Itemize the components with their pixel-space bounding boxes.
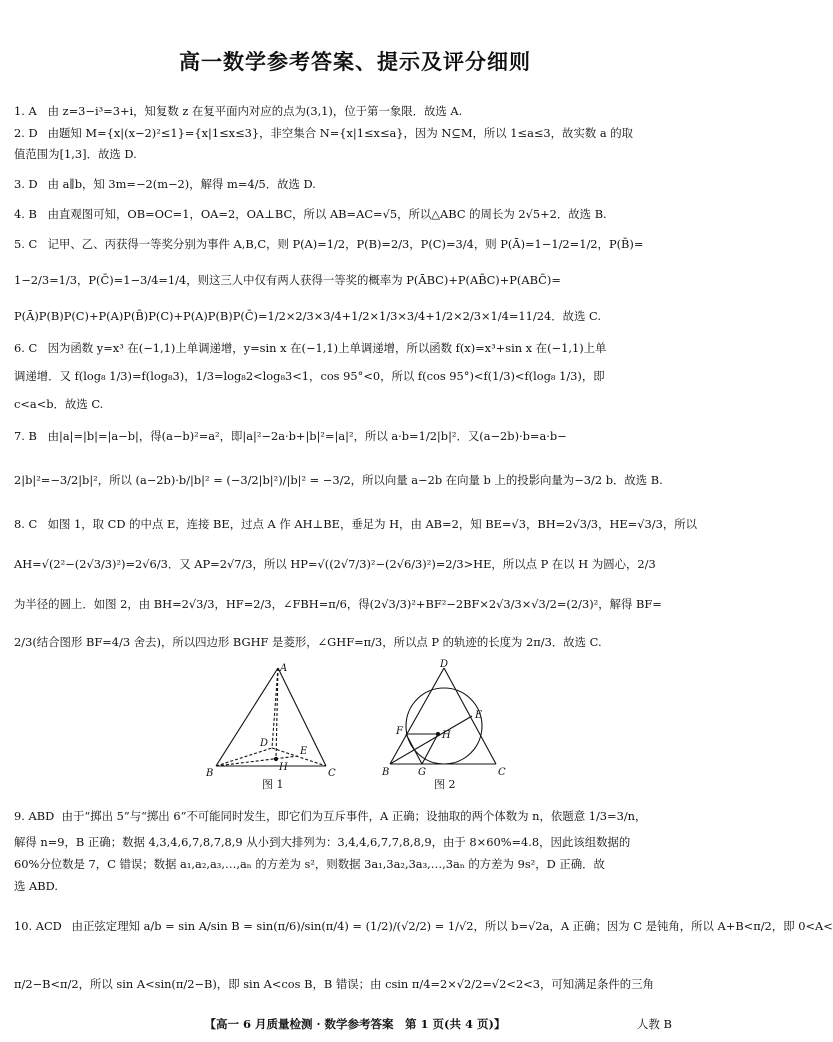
answer-text: 由 a∥b，知 3m=−2(m−2)，解得 m=4/5．故选 D. <box>47 177 316 191</box>
label-h: H <box>442 730 451 741</box>
answer-number: 4. B <box>14 207 37 221</box>
answer-10-line-2: π/2−B<π/2，所以 sin A<sin(π/2−B)，即 sin A<cos B，B 错误；由 csin π/4=2×√2/2=√2<2<3，可知满足条件的三角 <box>14 977 654 991</box>
answer-6-line-3: c<a<b．故选 C. <box>14 397 104 411</box>
answer-text: 由于“掷出 5”与“掷出 6”不可能同时发生，即它们为互斥事件，A 正确；设抽取的两个体数为 n，依题意 1/3=3/n， <box>61 809 647 823</box>
answer-text: 如图 1，取 CD 的中点 E，连接 BE，过点 A 作 AH⊥BE，垂足为 H，由 AB=2，知 BE=√3，BH=2√3/3，HE=√3/3，所以 <box>47 517 698 531</box>
footer-page-info: 【高一 6 月质量检测 · 数学参考答案 第 1 页(共 4 页)】 <box>204 1017 506 1031</box>
answer-7-line-2: 2|b|²=−3/2|b|²，所以 (a−2b)·b/|b|² = (−3/2|b|²)/|b|² = −3/2，所以向量 a−2b 在向量 b 上的投影向量为−3/2 b．故选 B. <box>14 473 663 487</box>
answer-5-line-2: 1−2/3=1/3，P(C̄)=1−3/4=1/4，则这三人中仅有两人获得一等奖的概率为 P(ĀBC)+P(AB̄C)+P(ABC̄)= <box>14 273 561 287</box>
answer-2-line-2: 值范围为[1,3]．故选 D. <box>14 147 137 161</box>
answer-text: 由|a|=|b|=|a−b|，得(a−b)²=a²，即|a|²−2a·b+|b|²=|a|²，所以 a·b=1/2|b|²．又(a−2b)·b=a·b− <box>47 429 567 443</box>
side-dc <box>444 668 496 764</box>
answer-2 <box>14 125 698 141</box>
answer-1 <box>14 103 698 119</box>
figure-1-caption: 图 1 <box>262 778 284 791</box>
circle <box>406 688 482 764</box>
label-g: G <box>418 767 426 778</box>
answer-text: 由题知 M={x|(x−2)²≤1}={x|1≤x≤3}，非空集合 N={x|1≤x≤a}，因为 N⊆M，所以 1≤a≤3，故实数 a 的取 <box>47 126 634 140</box>
answer-text: 因为函数 y=x³ 在(−1,1)上单调递增，y=sin x 在(−1,1)上单调递增，所以函数 f(x)=x³+sin x 在(−1,1)上单 <box>47 341 607 355</box>
label-f: F <box>396 726 403 737</box>
edge-ab <box>216 668 278 766</box>
answer-8-line-2: AH=√(2²−(2√3/3)²)=2√6/3．又 AP=2√7/3，所以 HP=√((2√7/3)²−(2√6/3)²)=2/3>HE，所以点 P 在以 H 为圆心，2/3 <box>14 557 656 571</box>
label-d: D <box>260 738 269 749</box>
page-title: 高一数学参考答案、提示及评分细则 <box>179 50 531 74</box>
answer-4 <box>14 206 698 222</box>
label-h: H <box>279 762 288 773</box>
answer-10 <box>14 918 833 934</box>
segment-ah <box>276 668 278 759</box>
answer-number: 1. A <box>14 104 37 118</box>
answer-number: 7. B <box>14 429 37 443</box>
label-c: C <box>328 768 336 779</box>
side-db <box>390 668 444 764</box>
label-c: C <box>498 767 506 778</box>
answer-number: 9. ABD <box>14 809 55 823</box>
answer-text: 由正弦定理知 a/b = sin A/sin B = sin(π/6)/sin(π/4) = (1/2)/(√2/2) = 1/√2，所以 b=√2a，A 正确；因为 C 是钝角，所以 A+B<π/2，即 0<A< <box>71 919 833 933</box>
label-b: B <box>206 768 214 779</box>
answer-9-line-3: 60%分位数是 7，C 错误；数据 a₁,a₂,a₃,…,aₙ 的方差为 s²，则数据 3a₁,3a₂,3a₃,…,3aₙ 的方差为 9s²，D 正确．故 <box>14 857 605 871</box>
answer-7 <box>14 428 698 444</box>
answer-9-line-4: 选 ABD. <box>14 879 58 893</box>
point-h <box>436 732 439 735</box>
answer-5-line-3: P(Ā)P(B)P(C)+P(A)P(B̄)P(C)+P(A)P(B)P(C̄)=1/2×2/3×3/4+1/2×1/3×3/4+1/2×2/3×1/4=11/24．故选 C. <box>14 309 601 323</box>
answer-number: 8. C <box>14 517 38 531</box>
edge-bd <box>216 748 272 766</box>
answer-8-line-4: 2/3(结合图形 BF=4/3 舍去)，所以四边形 BGHF 是菱形，∠GHF=π/3，所以点 P 的轨迹的长度为 2π/3．故选 C. <box>14 635 602 649</box>
footer-edition: 人教 B <box>636 1017 672 1031</box>
figure-2-caption: 图 2 <box>434 778 456 791</box>
answer-text: 记甲、乙、丙获得一等奖分别为事件 A,B,C，则 P(A)=1/2，P(B)=2/3，P(C)=3/4，则 P(Ā)=1−1/2=1/2，P(B̄)= <box>47 237 644 251</box>
answer-8 <box>14 516 698 532</box>
figure-2-triangle-circle <box>378 660 510 782</box>
label-d: D <box>440 659 449 670</box>
answer-6 <box>14 340 698 356</box>
answer-text: 由直观图可知，OB=OC=1，OA=2，OA⊥BC，所以 AB=AC=√5，所以△ABC 的周长为 2√5+2．故选 B. <box>47 207 607 221</box>
answer-number: 2. D <box>14 126 38 140</box>
segment-fg <box>406 734 422 764</box>
answer-number: 3. D <box>14 177 38 191</box>
answer-number: 10. ACD <box>14 919 62 933</box>
answer-text: 由 z=3−i³=3+i，知复数 z 在复平面内对应的点为(3,1)，位于第一象限．故选 A. <box>47 104 463 118</box>
answer-6-line-2: 调递增．又 f(log₈ 1/3)=f(log₈3)，1/3=log₈2<log₈3<1，cos 95°<0，所以 f(cos 95°)<f(1/3)<f(log₈ 1/3)，即 <box>14 369 605 383</box>
answer-number: 5. C <box>14 237 38 251</box>
segment-gh <box>422 734 438 764</box>
answer-9 <box>14 808 698 824</box>
answer-5 <box>14 236 698 252</box>
label-e: E <box>475 710 483 721</box>
label-a: A <box>280 663 288 674</box>
answer-number: 6. C <box>14 341 38 355</box>
figure-1-tetrahedron <box>200 662 350 782</box>
label-b: B <box>382 767 390 778</box>
answer-9-line-2: 解得 n=9，B 正确；数据 4,3,4,6,7,8,7,8,9 从小到大排列为：3,4,4,6,7,7,8,8,9，由于 8×60%=4.8，因此该组数据的 <box>14 835 631 849</box>
answer-8-line-3: 为半径的圆上．如图 2，由 BH=2√3/3，HF=2/3，∠FBH=π/6，得(2√3/3)²+BF²−2BF×2√3/3×√3/2=(2/3)²，解得 BF= <box>14 597 662 611</box>
label-e: E <box>300 746 308 757</box>
segment-be <box>390 716 472 764</box>
point-h <box>274 757 277 760</box>
answer-3 <box>14 176 698 192</box>
